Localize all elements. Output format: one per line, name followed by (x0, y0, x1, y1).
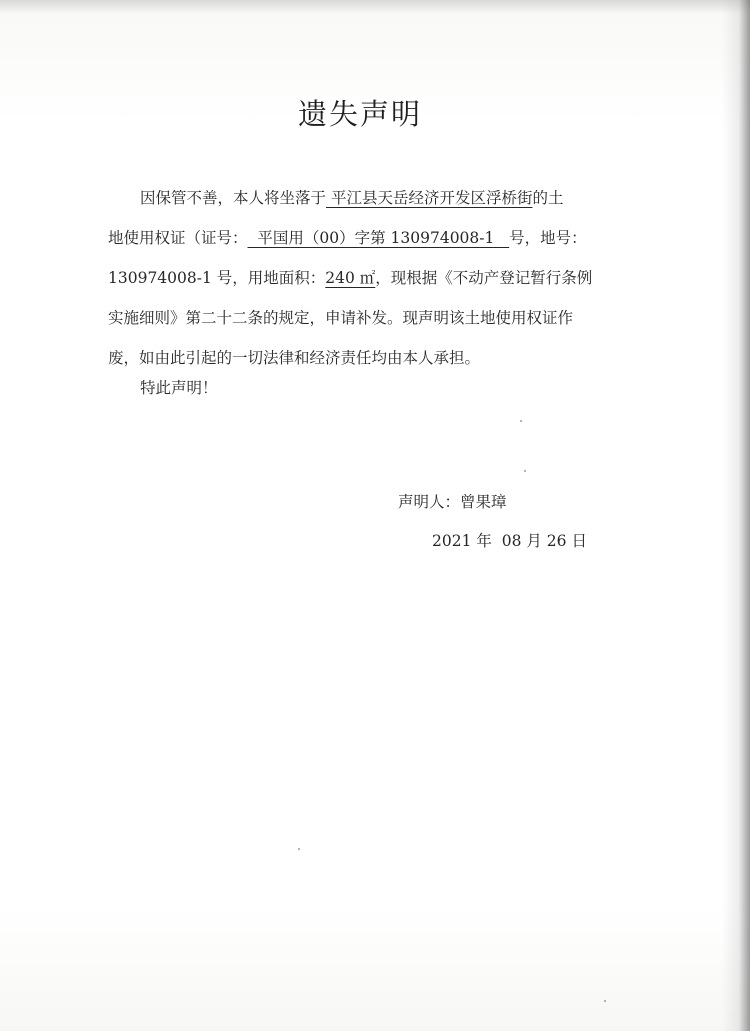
line-1-location-underlined: 平江县天岳经济开发区浮桥街 (326, 189, 533, 207)
line-4-text: 实施细则》第二十二条的规定，申请补发。现声明该土地使用权证作 (108, 309, 574, 327)
paragraph-line-3 (108, 258, 618, 298)
document-title: 遗失声明 (297, 97, 422, 131)
paragraph-line-2 (108, 218, 618, 258)
scan-speck (604, 1000, 606, 1002)
scan-speck (298, 848, 300, 850)
line-1-text-after: 的土 (532, 189, 564, 207)
closing-statement: 特此声明！ (140, 379, 218, 397)
line-2-certificate-number-underlined: 平国用（00）字第 130974008-1 (247, 229, 510, 247)
line-3-text-after: ，现根据《不动产登记暂行条例 (375, 269, 593, 287)
paragraph-line-4 (108, 298, 618, 338)
line-5-text: 废，如由此引起的一切法律和经济责任均由本人承担。 (108, 349, 481, 367)
declaration-paragraph (108, 178, 618, 378)
scan-top-shadow (0, 0, 750, 14)
line-3-area-underlined: 240 ㎡ (325, 269, 376, 287)
line-2-text-after: 号，地号： (509, 229, 587, 247)
scan-right-shadow (722, 0, 750, 1031)
scan-speck (520, 420, 522, 422)
declaration-date: 2021 年 08 月 26 日 (432, 532, 587, 550)
paragraph-line-5 (108, 338, 618, 378)
line-3-text-before: 130974008-1 号，用地面积： (108, 269, 326, 287)
paragraph-line-1 (108, 178, 618, 218)
signer-line: 声明人：曾果璋 (398, 493, 507, 511)
line-1-text-before: 因保管不善，本人将坐落于 (140, 189, 327, 207)
scan-speck (524, 470, 526, 472)
line-2-text-before: 地使用权证（证号： (108, 229, 248, 247)
